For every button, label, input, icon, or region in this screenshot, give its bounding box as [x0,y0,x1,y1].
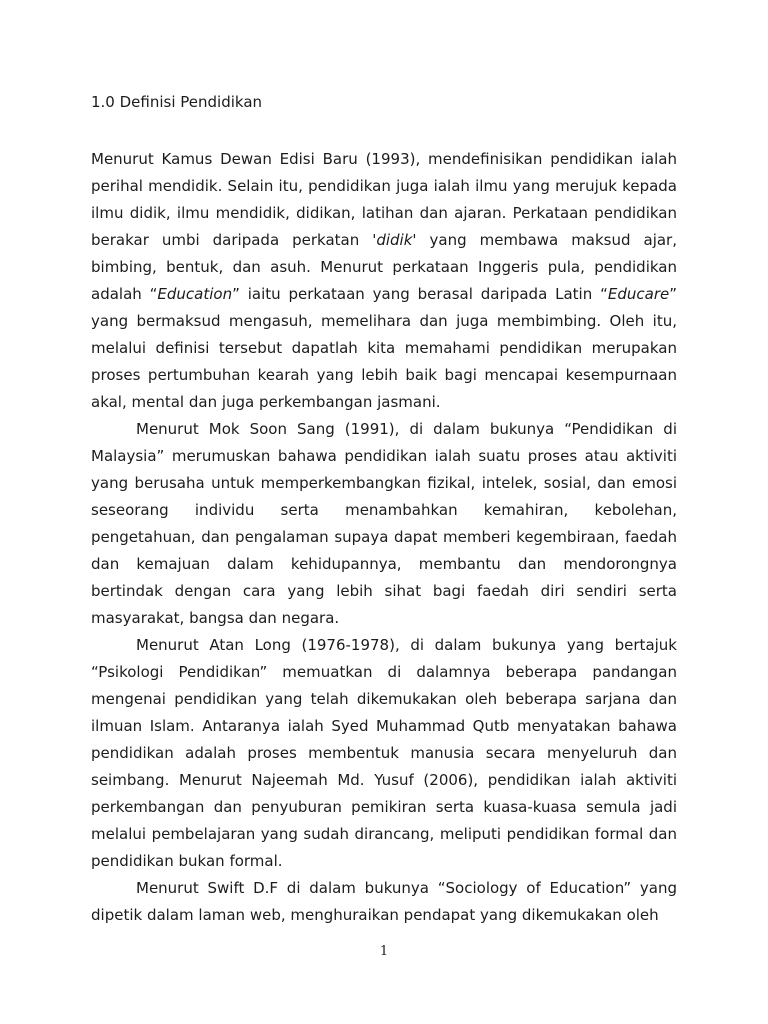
text-run-italic: Education [157,285,233,303]
text-run: ' yang membawa maksud ajar, bimbing, bentuk, dan asuh. Menurut perkataan Inggeris pula, pendidikan adalah “ [91,231,677,303]
paragraph-1 [91,146,677,416]
text-run: ” iaitu perkataan yang berasal daripada Latin “ [232,285,608,303]
section-heading: 1.0 Definisi Pendidikan [91,93,263,111]
page-number: 1 [379,944,389,959]
text-run: ” yang bermaksud mengasuh, memelihara dan juga membimbing. Oleh itu, melalui definisi tersebut dapatlah kita memahami pendidikan merupakan proses pertumbuhan kearah yang lebih baik bagi mencapai kesempurnaan akal, mental dan juga perkembangan jasmani. [91,285,677,411]
text-run: Menurut Atan Long (1976-1978), di dalam bukunya yang bertajuk “Psikologi Pendidikan” memuatkan di dalamnya beberapa pandangan mengenai pendidikan yang telah dikemukakan oleh beberapa sarjana dan ilmuan Islam. Antaranya ialah Syed Muhammad Qutb menyatakan bahawa pendidikan adalah proses membentuk manusia secara menyeluruh dan seimbang. Menurut Najeemah Md. Yusuf (2006), pendidikan ialah aktiviti perkembangan dan penyuburan pemikiran serta kuasa-kuasa semula jadi melalui pembelajaran yang sudah dirancang, meliputi pendidikan formal dan pendidikan bukan formal. [91,636,677,870]
paragraph-3 [91,632,677,875]
text-run: Menurut Swift D.F di dalam bukunya “Sociology of Education” yang dipetik dalam laman web, menghuraikan pendapat yang dikemukakan oleh [91,879,677,924]
paragraph-4 [91,875,677,929]
text-run-italic: didik [376,231,413,249]
body-text [91,146,677,929]
text-run-italic: Educare [607,285,670,303]
text-run: Menurut Kamus Dewan Edisi Baru (1993), mendefinisikan pendidikan ialah perihal mendidik. Selain itu, pendidikan juga ialah ilmu yang merujuk kepada ilmu didik, ilmu mendidik, didikan, latihan dan ajaran. Perkataan pendidikan berakar umbi daripada perkatan ' [91,150,677,249]
text-run: Menurut Mok Soon Sang (1991), di dalam bukunya “Pendidikan di Malaysia” merumuskan bahawa pendidikan ialah suatu proses atau aktiviti yang berusaha untuk memperkembangkan fizikal, intelek, sosial, dan emosi seseorang individu serta menambahkan kemahiran, kebolehan, pengetahuan, dan pengalaman supaya dapat memberi kegembiraan, faedah dan kemajuan dalam kehidupannya, membantu dan mendorongnya bertindak dengan cara yang lebih sihat bagi faedah diri sendiri serta masyarakat, bangsa dan negara. [91,420,677,627]
paragraph-2 [91,416,677,632]
